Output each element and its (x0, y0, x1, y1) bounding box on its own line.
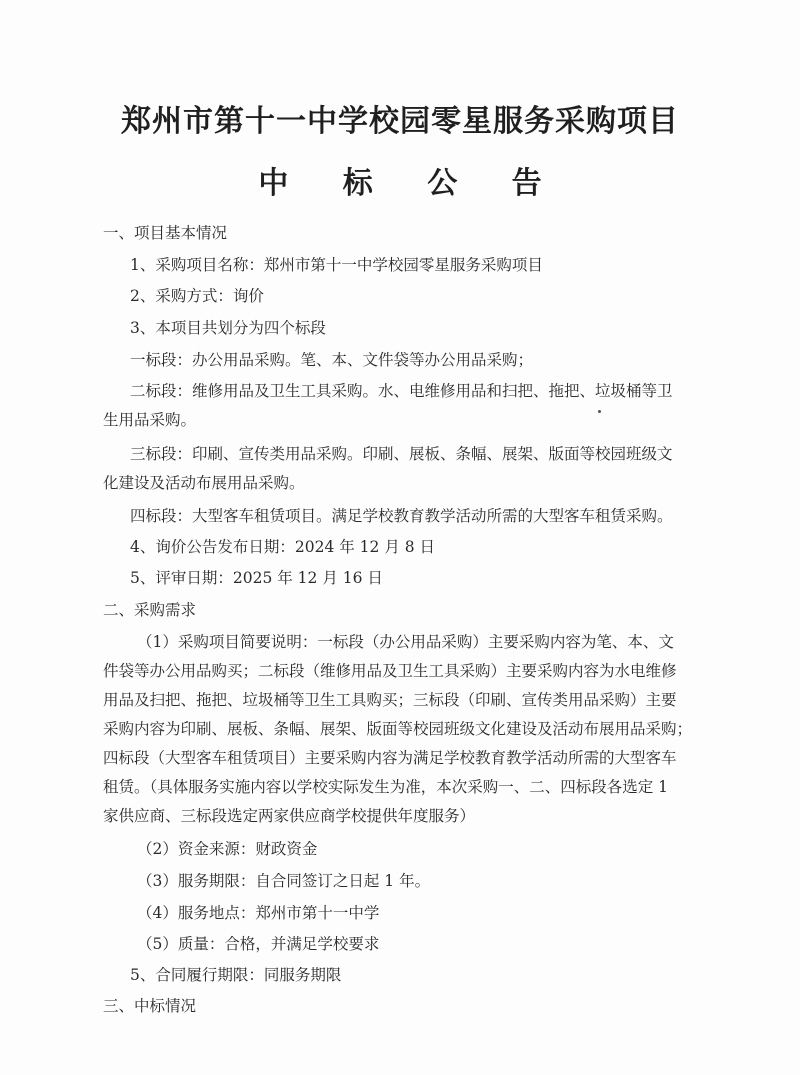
lot-3-line-1: 三标段：印刷、宣传类用品采购。印刷、展板、条幅、展架、版面等校园班级文 (130, 445, 673, 463)
item-project-name: 1、采购项目名称：郑州市第十一中学校园零星服务采购项目 (130, 256, 543, 274)
document-title: 郑州市第十一中学校园零星服务采购项目 (121, 104, 679, 139)
requirement-1-line-5: 四标段（大型客车租赁项目）主要采购内容为满足学校教育教学活动所需的大型客车 (103, 749, 677, 767)
requirement-2-funding: （2）资金来源：财政资金 (137, 840, 318, 858)
requirement-4-service-location: （4）服务地点：郑州市第十一中学 (137, 904, 380, 922)
lot-3-line-2: 化建设及活动布展用品采购。 (103, 474, 305, 492)
scan-speck (598, 410, 601, 413)
requirement-1-line-1: （1）采购项目简要说明：一标段（办公用品采购）主要采购内容为笔、本、文 (137, 633, 674, 651)
requirement-3-service-period: （3）服务期限：自合同签订之日起 1 年。 (137, 872, 431, 890)
lot-2-line-2: 生用品采购。 (103, 411, 197, 429)
requirement-1-line-6: 租赁。（具体服务实施内容以学校实际发生为准，本次采购一、二、四标段各选定 1 (103, 778, 669, 796)
lot-4: 四标段：大型客车租赁项目。满足学校教育教学活动所需的大型客车租赁采购。 (130, 507, 673, 525)
document-subtitle: 中 标 公 告 (258, 166, 564, 201)
section-heading-award: 三、中标情况 (103, 997, 197, 1015)
item-review-date: 5、评审日期：2025 年 12 月 16 日 (130, 569, 383, 587)
section-heading-basic-info: 一、项目基本情况 (103, 224, 228, 242)
requirement-5-quality: （5）质量：合格，并满足学校要求 (137, 935, 380, 953)
requirement-1-line-2: 件袋等办公用品购买；二标段（维修用品及卫生工具采购）主要采购内容为水电维修 (103, 662, 677, 680)
item-contract-period: 5、合同履行期限：同服务期限 (130, 966, 342, 984)
requirement-1-line-7: 家供应商、三标段选定两家供应商学校提供年度服务） (103, 807, 476, 825)
requirement-1-line-3: 用品及扫把、拖把、垃圾桶等卫生工具购买；三标段（印刷、宣传类用品采购）主要 (103, 691, 677, 709)
requirement-1-line-4: 采购内容为印刷、展板、条幅、展架、版面等校园班级文化建设及活动布展用品采购； (103, 720, 693, 738)
item-announcement-date: 4、询价公告发布日期：2024 年 12 月 8 日 (130, 538, 436, 556)
section-heading-requirements: 二、采购需求 (103, 601, 197, 619)
item-procurement-method: 2、采购方式：询价 (130, 287, 264, 305)
lot-2-line-1: 二标段：维修用品及卫生工具采购。水、电维修用品和扫把、拖把、垃圾桶等卫 (130, 382, 673, 400)
item-lots-count: 3、本项目共划分为四个标段 (130, 319, 326, 337)
lot-1: 一标段：办公用品采购。笔、本、文件袋等办公用品采购； (130, 351, 534, 369)
